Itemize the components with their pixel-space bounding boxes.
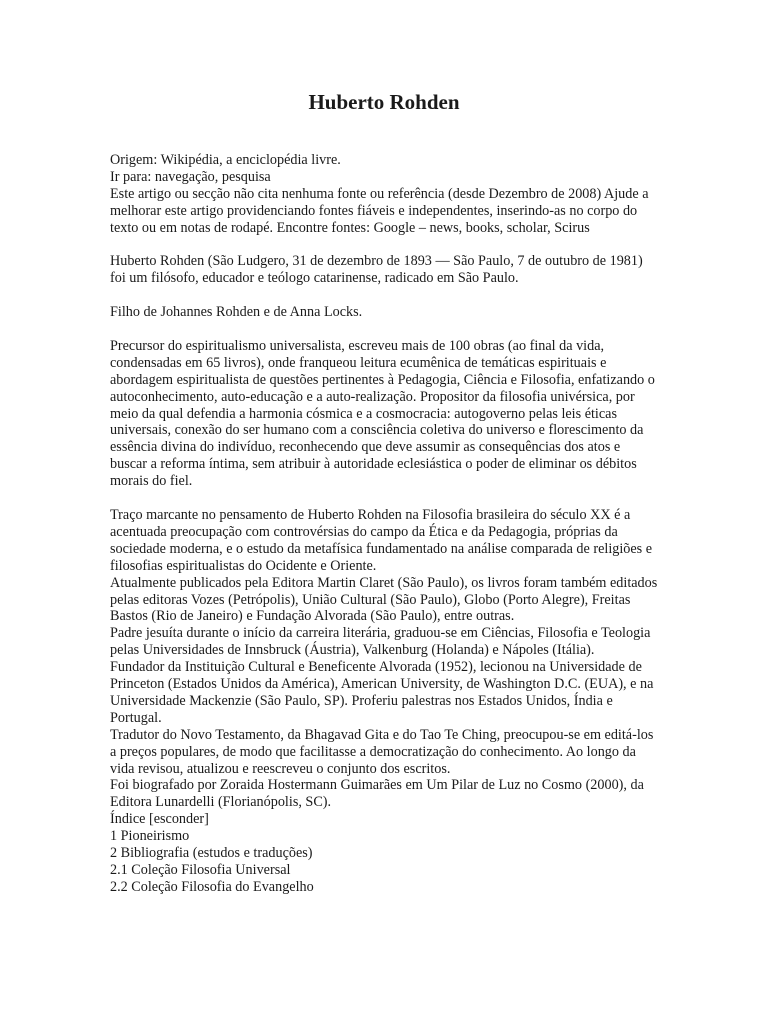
toc-item: 1 Pioneirismo xyxy=(110,828,190,845)
origin-line: Origem: Wikipédia, a enciclopédia livre. xyxy=(110,152,341,168)
navigation-line: Ir para: navegação, pesquisa xyxy=(110,168,271,185)
publishers-paragraph: Atualmente publicados pela Editora Martin Claret (São Paulo), os livros foram também editados pelas editoras Vozes (Petrópolis), União Cultural (São Paulo), Globo (Porto Alegre), Freitas Bastos (Rio de Janeiro) e Fundação Alvorada (São Paulo), entre outras. xyxy=(110,574,658,625)
index-heading: Índice [esconder] xyxy=(110,811,209,828)
biography-paragraph: Foi biografado por Zoraida Hostermann Guimarães em Um Pilar de Luz no Cosmo (2000), da Editora Lunardelli (Florianópolis, SC). xyxy=(110,777,644,811)
trait-paragraph: Traço marcante no pensamento de Huberto Rohden na Filosofia brasileira do século XX é a acentuada preocupação com controvérsias do campo da Ética e da Pedagogia, próprias da sociedade moderna, e o estudo da metafísica fundamentado na análise comparada de religiões e filosofias espiritualistas do Ocidente e Oriente. xyxy=(110,506,653,574)
toc-item: 2.1 Coleção Filosofia Universal xyxy=(110,862,291,878)
paragraph-gap xyxy=(110,237,658,254)
page-title: Huberto Rohden xyxy=(308,90,460,114)
toc-item: 2 Bibliografia (estudos e traduções) xyxy=(110,845,313,862)
paragraph-gap xyxy=(110,287,658,304)
founder-paragraph: Fundador da Instituição Cultural e Beneficente Alvorada (1952), lecionou na Universidade de Princeton (Estados Unidos da América), American University, de Washington D.C. (EUA), e na Universidade Mackenzie (São Paulo, SP). Proferiu palestras nos Estados Unidos, Índia e Portugal. xyxy=(110,659,654,726)
parents-paragraph: Filho de Johannes Rohden e de Anna Locks. xyxy=(110,304,363,321)
article-body xyxy=(110,152,658,896)
paragraph-gap xyxy=(110,321,658,338)
precursor-paragraph: Precursor do espiritualismo universalista, escreveu mais de 100 obras (ao final da vida, condensadas em 65 livros), onde franqueou leitura ecumênica de temáticas espirituais e abordagem espiritualista de questões pertinentes à Pedagogia, Ciência e Filosofia, enfatizando o autoconhecimento, auto-educação e a auto-realização. Propositor da filosofia univérsica, por meio da qual defendia a harmonia cósmica e a cosmocracia: autogoverno pelas leis éticas universais, conexão do ser humano com a consciência coletiva do universo e florescimento da essência divina do indivíduo, reconhecendo que deve assumir as consequências dos atos e buscar a reforma íntima, sem atribuir à autoridade eclesiástica o poder de eliminar os débitos morais do fiel. xyxy=(110,337,655,490)
source-notice: Este artigo ou secção não cita nenhuma fonte ou referência (desde Dezembro de 2008) Ajude a melhorar este artigo providenciando fontes fiáveis e independentes, inserindo-as no corpo do texto ou em notas de rodapé. Encontre fontes: Google – news, books, scholar, Scirus xyxy=(110,185,649,236)
jesuit-paragraph: Padre jesuíta durante o início da carreira literária, graduou-se em Ciências, Filosofia e Teologia pelas Universidades de Innsbruck (Áustria), Valkenburg (Holanda) e Nápoles (Itália). xyxy=(110,625,651,659)
intro-paragraph: Huberto Rohden (São Ludgero, 31 de dezembro de 1893 — São Paulo, 7 de outubro de 1981) foi um filósofo, educador e teólogo catarinense, radicado em São Paulo. xyxy=(110,253,643,287)
paragraph-gap xyxy=(110,490,658,507)
toc-item: 2.2 Coleção Filosofia do Evangelho xyxy=(110,878,314,895)
translator-paragraph: Tradutor do Novo Testamento, da Bhagavad Gita e do Tao Te Ching, preocupou-se em editá-los a preços populares, de modo que facilitasse a democratização do conhecimento. Ao longo da vida revisou, atualizou e reescreveu o conjunto dos escritos. xyxy=(110,726,654,777)
